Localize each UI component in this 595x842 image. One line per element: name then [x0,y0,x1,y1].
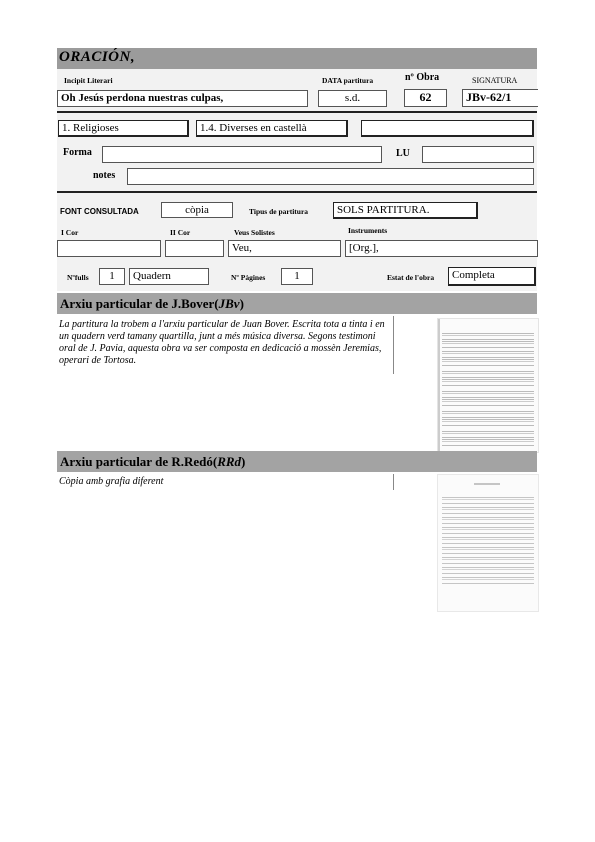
data-label: DATA partitura [322,76,374,85]
staff-line [442,439,534,446]
score-thumbnail[interactable] [437,474,539,612]
tipus-label: Tipus de partitura [249,207,309,216]
font-consultada-label: FONT CONSULTADA [60,207,139,216]
archive-title-suffix: ) [241,454,246,469]
staff-line [442,517,534,524]
divider [393,474,394,490]
incipit-label: Incipit Literari [64,76,113,85]
archive-title-suffix: ) [239,296,244,311]
signatura-label: SIGNATURA [472,76,518,85]
icor-field[interactable] [57,240,161,257]
estat-field[interactable]: Completa [448,267,536,286]
archive-title [57,293,537,314]
category-2-field[interactable]: 1.4. Diverses en castellà [196,120,348,137]
staff-line [442,379,534,386]
forma-label: Forma [63,147,92,158]
staff-line [442,557,534,564]
archive-note: Còpia amb grafia diferent [59,476,164,487]
archive-title-code: RRd [217,454,242,469]
forma-field[interactable] [102,146,382,163]
format-field[interactable]: Quadern [129,268,209,285]
staff-line [442,341,534,348]
staff-line [442,497,534,504]
archive-title-code: JBv [218,296,240,311]
incipit-field[interactable]: Oh Jesús perdona nuestras culpas, [57,90,308,107]
estat-label: Estat de l'obra [387,273,435,282]
staff-line [442,507,534,514]
staff-line [442,419,534,426]
score-thumbnail[interactable] [437,318,539,453]
thumbnail-heading [474,483,500,485]
npagines-field[interactable]: 1 [281,268,313,285]
veus-label: Veus Solistes [234,228,275,237]
notes-label: notes [93,170,116,181]
divider [393,316,394,374]
archive-title-prefix: Arxiu particular de R.Redó( [60,454,218,469]
category-1-field[interactable]: 1. Religioses [58,120,189,137]
iicor-field[interactable] [165,240,224,257]
obra-field[interactable]: 62 [404,89,447,107]
notes-field[interactable] [127,168,534,185]
binding-edge [438,319,440,452]
signatura-field[interactable]: JBv-62/1 [462,89,538,107]
lu-label: LU [396,148,410,159]
data-field[interactable]: s.d. [318,90,387,107]
staff-line [442,359,534,366]
staff-line [442,391,534,398]
instruments-field[interactable]: [Org.], [345,240,538,257]
staff-line [442,577,534,584]
nfulls-field[interactable]: 1 [99,268,125,285]
obra-label: nº Obra [405,72,440,83]
archive-title [57,451,537,472]
archive-title-prefix: Arxiu particular de J.Bover( [60,296,219,311]
lu-field[interactable] [422,146,534,163]
staff-line [442,333,534,340]
nfulls-label: Nºfulls [67,273,89,282]
staff-line [442,547,534,554]
staff-line [442,411,534,418]
staff-line [442,431,534,438]
icor-label: I Cor [61,228,79,237]
veus-field[interactable]: Veu, [228,240,341,257]
staff-line [442,537,534,544]
iicor-label: II Cor [170,228,191,237]
staff-line [442,527,534,534]
staff-line [442,399,534,406]
font-consultada-field[interactable]: còpia [161,202,233,218]
staff-line [442,371,534,378]
instruments-label: Instruments [348,226,388,235]
tipus-field[interactable]: SOLS PARTITURA. [333,202,478,219]
category-3-field[interactable] [361,120,534,137]
staff-line [442,351,534,358]
npagines-label: Nº Pàgines [231,273,266,282]
archive-note: La partitura la trobem a l'arxiu particular de Juan Bover. Escrita tota a tinta i en un quadern verd tamany quartilla, junt a més música diversa. Segons testimoni oral de J. Pavia, aquesta obra va ser composta en dedicació a mossèn Jeremias, operari de Tortosa. [59,319,385,366]
work-title: ORACIÓN, [59,49,136,65]
staff-line [442,567,534,574]
